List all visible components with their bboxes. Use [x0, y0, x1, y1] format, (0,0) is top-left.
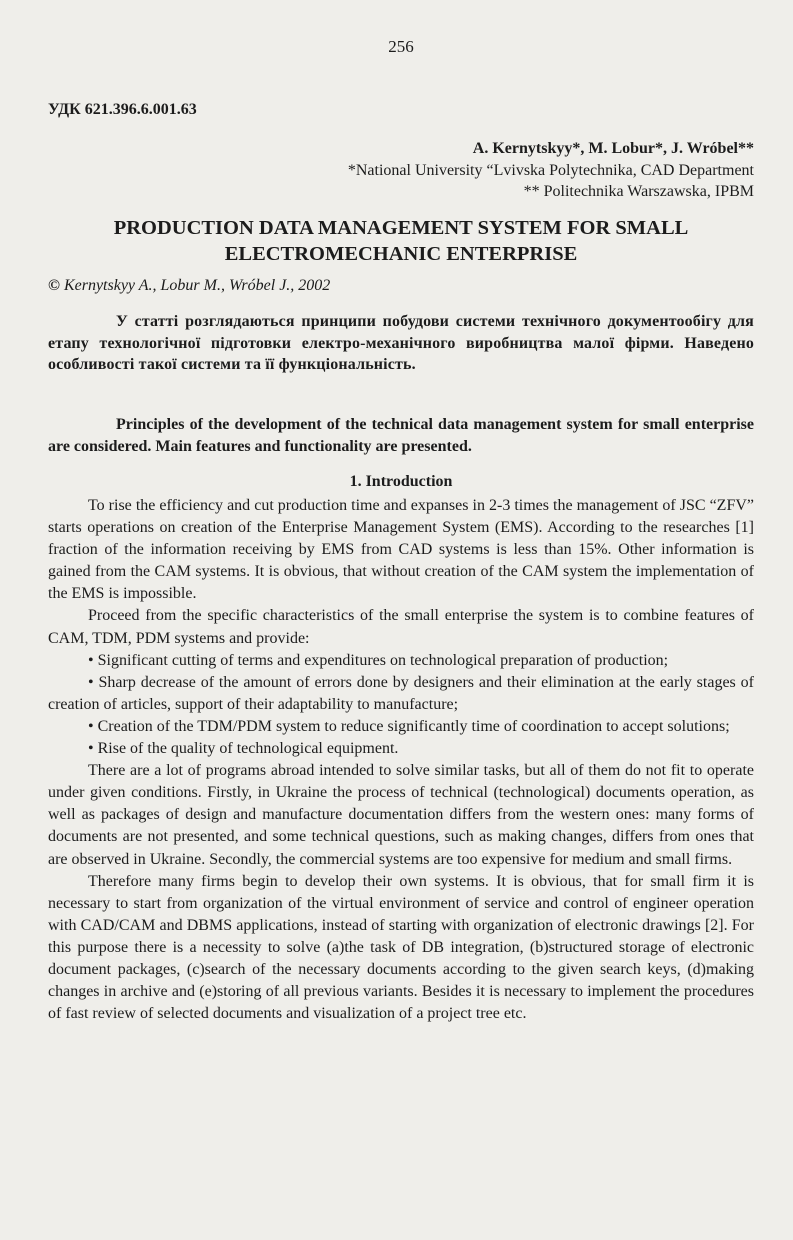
bullet-item: • Rise of the quality of technological equipment.: [88, 740, 399, 758]
paragraph: There are a lot of programs abroad intended to solve similar tasks, but all of them do not fit to operate under given conditions. Firstly, in Ukraine the process of technical (technological) documents operation, as well as packages of design and manufacture documentation differs from the western ones: many forms of documents are not presented, and some technical questions, such as making changes, differs from ones that are observed in Ukraine. Secondly, the commercial systems are too expensive for medium and small firms.: [48, 762, 754, 868]
paragraph: Proceed from the specific characteristics of the small enterprise the system is to combine features of CAM, TDM, PDM systems and provide:: [48, 607, 754, 647]
bullet-item: • Creation of the TDM/PDM system to reduce significantly time of coordination to accept solutions;: [88, 717, 730, 735]
bullet-item: • Significant cutting of terms and expenditures on technological preparation of production;: [88, 651, 669, 669]
paragraph: Therefore many firms begin to develop their own systems. It is obvious, that for small firm it is necessary to start from organization of the virtual environment of service and control of engineer operation with CAD/CAM and DBMS applications, instead of starting with organization of electronic drawings [2]. For this purpose there is a necessity to solve (a)the task of DB integration, (b)structured storage of electronic document packages, (c)search of the necessary documents according to the given search keys, (d)making changes in archive and (e)storing of all previous variants. Besides it is necessary to implement the procedures of fast review of selected documents and visualization of a project tree etc.: [48, 872, 754, 1023]
section-heading: 1. Introduction: [349, 473, 453, 490]
title-line-1: PRODUCTION DATA MANAGEMENT SYSTEM FOR SMALL: [113, 217, 689, 239]
author-block: [348, 138, 754, 203]
copyright-line: [48, 277, 330, 295]
affiliation-1: *National University “Lvivska Polytechnika, CAD Department: [347, 161, 754, 179]
affiliation-2: ** Politechnika Warszawska, IPBM: [523, 183, 754, 200]
bullet-item: • Sharp decrease of the amount of errors done by designers and their elimination at the early stages of creation of articles, support of their adaptability to manufacture;: [48, 673, 754, 713]
udk-code: УДК 621.396.6.001.63: [48, 101, 197, 118]
abstract-english: Principles of the development of the technical data management system for small enterprise are considered. Main features and functionality are presented.: [48, 416, 754, 455]
copyright-symbol: ©: [48, 277, 60, 294]
title-line-2: ELECTROMECHANIC ENTERPRISE: [224, 243, 578, 265]
author-names: A. Kernytskyy*, M. Lobur*, J. Wróbel**: [472, 140, 754, 157]
body-text: [48, 495, 754, 1025]
abstract-ukrainian: У статті розглядаються принципи побудови системи технічного документообігу для етапу технологічної підготовки електро-механічного виробництва малої фірми. Наведено особливості такої системи та її функціональність.: [48, 313, 754, 374]
paragraph: To rise the efficiency and cut production time and expanses in 2-3 times the management of JSC “ZFV” starts operations on creation of the Enterprise Management System (EMS). According to the researches [1] fraction of the information receiving by EMS from CAD systems is less than 15%. Other information is gained from the CAM systems. It is obvious, that without creation of the CAM system the implementation of the EMS is impossible.: [48, 497, 754, 603]
page-number: 256: [388, 37, 414, 56]
copyright-text: Kernytskyy A., Lobur M., Wróbel J., 2002: [63, 277, 331, 294]
paper-title: [48, 215, 754, 267]
